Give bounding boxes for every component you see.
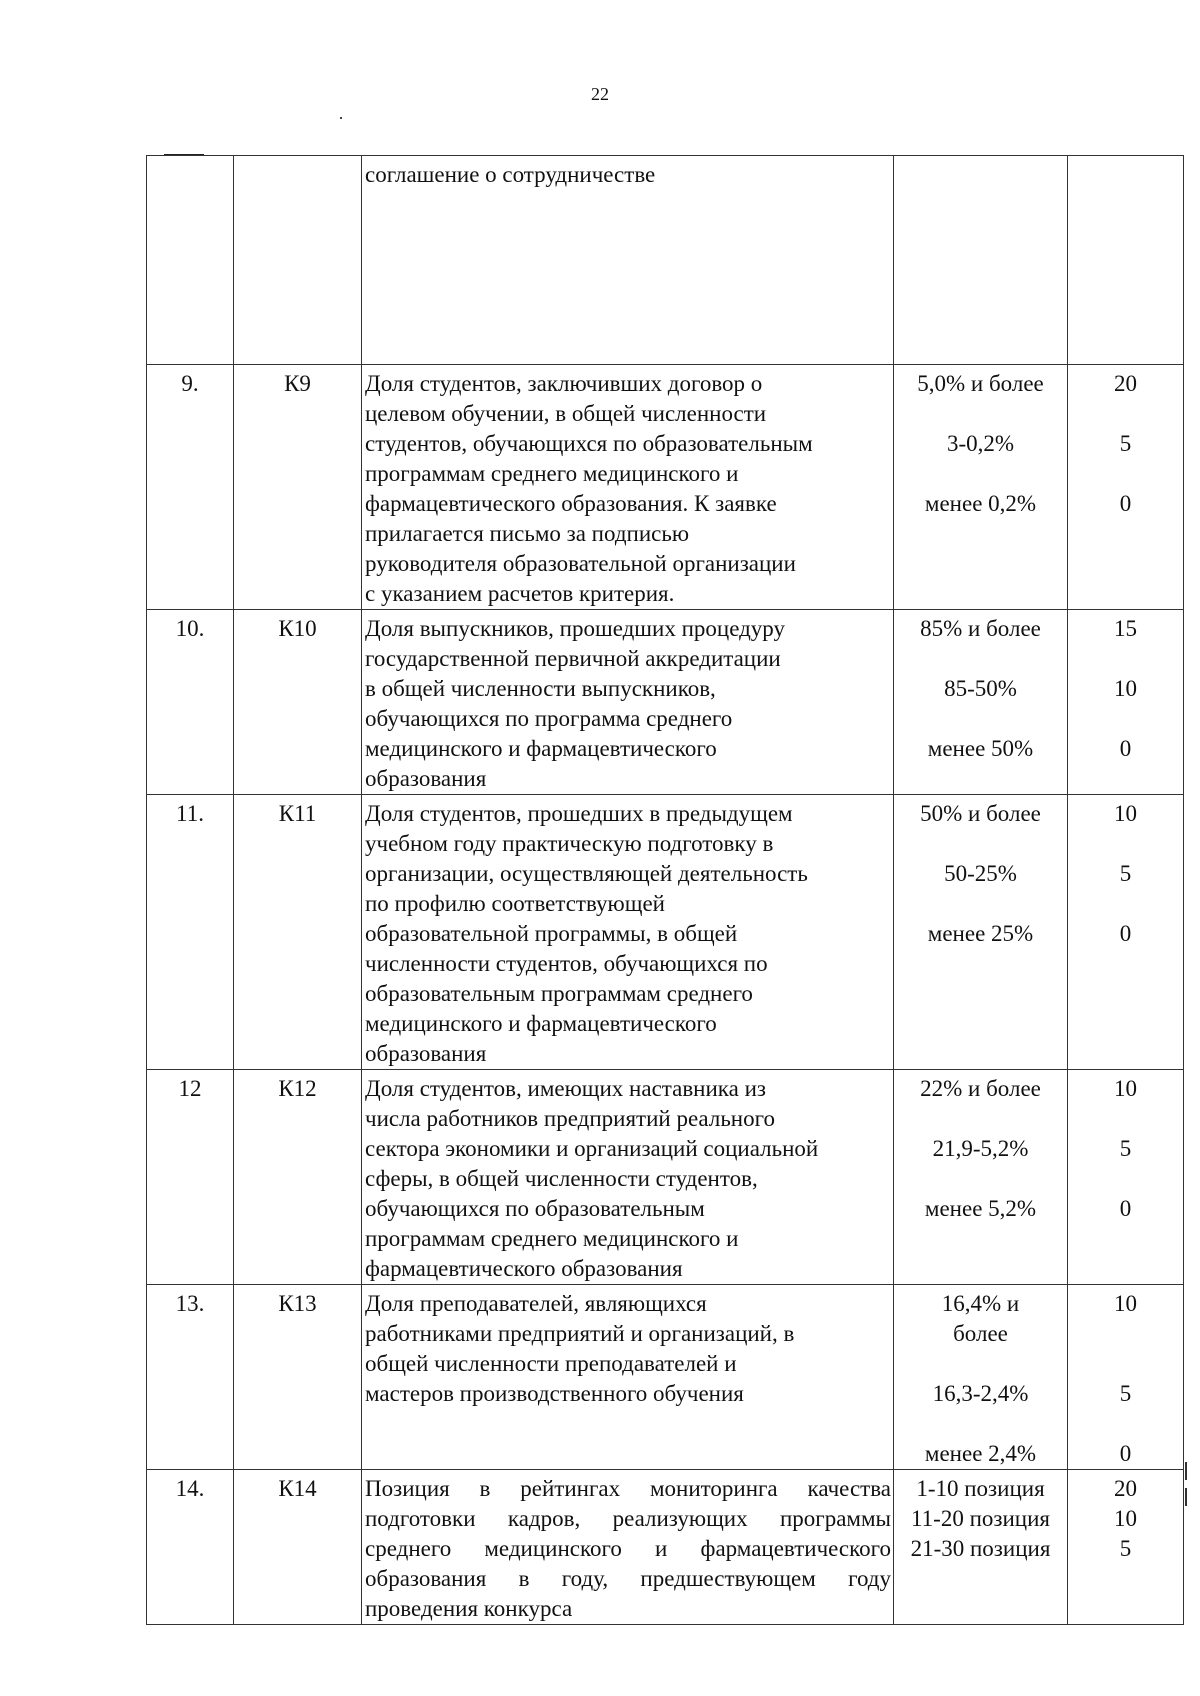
criterion-code: К13 [234, 1285, 362, 1470]
criterion-values [894, 1070, 1068, 1285]
points-line [1068, 1409, 1183, 1439]
criterion-code: К10 [234, 610, 362, 795]
value-line: менее 50% [927, 736, 1034, 761]
description-line: Доля студентов, заключивших договор о [365, 371, 763, 396]
description-line: организации, осуществляющей деятельность [365, 861, 808, 886]
points-line [1068, 459, 1183, 489]
value-line: менее 5,2% [924, 1196, 1037, 1221]
value-line: менее 2,4% [924, 1441, 1037, 1466]
criterion-code: К14 [234, 1470, 362, 1625]
criterion-values [894, 610, 1068, 795]
points-line [1068, 1319, 1183, 1349]
criterion-points [1068, 365, 1184, 610]
points-line: 5 [1119, 1381, 1132, 1406]
row-number: 12 [147, 1070, 234, 1285]
description-line: руководителя образовательной организации [365, 551, 796, 576]
page-number: 22 [591, 84, 609, 104]
description-line: сферы, в общей численности студентов, [365, 1166, 758, 1191]
points-line: 10 [1114, 801, 1137, 826]
criterion-points [1068, 156, 1184, 365]
description-line: соглашение о сотрудничестве [365, 162, 656, 187]
points-line: 0 [1119, 921, 1132, 946]
criterion-values [894, 156, 1068, 365]
description-line: прилагается письмо за подписью [365, 521, 690, 546]
scan-speck [340, 117, 342, 119]
description-line: обучающихся по образовательным [365, 1196, 705, 1221]
criterion-description [362, 365, 894, 610]
value-line [894, 1104, 1067, 1134]
criterion-code: К11 [234, 795, 362, 1070]
description-line: Доля студентов, прошедших в предыдущем [365, 801, 793, 826]
description-line: образовательным программам среднего [365, 981, 753, 1006]
criteria-table [146, 155, 1184, 1625]
description-line: образования [365, 766, 487, 791]
description-line: общей численности преподавателей и [365, 1351, 737, 1376]
criterion-values [894, 1470, 1068, 1625]
table-row [147, 1285, 1184, 1470]
row-number [147, 156, 234, 365]
criterion-description [362, 1285, 894, 1470]
value-line: 22% и более [920, 1076, 1041, 1101]
points-line: 15 [1114, 616, 1137, 641]
points-line: 0 [1119, 491, 1132, 516]
points-line: 10 [1114, 1291, 1137, 1316]
criterion-points [1068, 1285, 1184, 1470]
points-line: 10 [1114, 1506, 1137, 1531]
value-line: 1-10 позиция [916, 1476, 1045, 1501]
criteria-table-body [147, 156, 1184, 1625]
value-line [894, 889, 1067, 919]
value-line [894, 399, 1067, 429]
points-line: 0 [1119, 1441, 1132, 1466]
description-line: числа работников предприятий реального [365, 1106, 775, 1131]
criterion-description [362, 795, 894, 1070]
table-row [147, 610, 1184, 795]
value-line: 5,0% и более [917, 371, 1044, 396]
value-line: 21,9-5,2% [932, 1136, 1029, 1161]
criterion-points [1068, 1070, 1184, 1285]
value-line [894, 1349, 1067, 1379]
value-line: 16,3-2,4% [932, 1381, 1029, 1406]
value-line: менее 25% [927, 921, 1034, 946]
value-line: 50-25% [944, 861, 1017, 886]
points-line [1068, 399, 1183, 429]
value-line: 85-50% [944, 676, 1017, 701]
criterion-code: К9 [234, 365, 362, 610]
value-line: 50% и более [920, 801, 1041, 826]
description-line: проведения конкурса [365, 1596, 573, 1621]
points-line: 5 [1119, 431, 1132, 456]
value-line: более [953, 1321, 1008, 1346]
value-line [894, 1164, 1067, 1194]
description-line: Доля преподавателей, являющихся [365, 1291, 707, 1316]
table-row [147, 156, 1184, 365]
points-line: 0 [1119, 1196, 1132, 1221]
table-row [147, 1070, 1184, 1285]
scan-edge-mark [1185, 1462, 1187, 1480]
points-line [1068, 1349, 1183, 1379]
value-line [894, 459, 1067, 489]
points-line [1068, 1104, 1183, 1134]
description-line: образования [365, 1041, 487, 1066]
value-line: 21-30 позиция [910, 1536, 1051, 1561]
points-line: 5 [1119, 1136, 1132, 1161]
value-line: 3-0,2% [946, 431, 1015, 456]
criterion-values [894, 795, 1068, 1070]
value-line: 11-20 позиция [911, 1506, 1050, 1531]
points-line [1068, 704, 1183, 734]
points-line [1068, 1164, 1183, 1194]
criterion-description [362, 1470, 894, 1625]
value-line: менее 0,2% [924, 491, 1037, 516]
criterion-description [362, 156, 894, 365]
points-line: 20 [1114, 371, 1137, 396]
description-line: Доля студентов, имеющих наставника из [365, 1076, 766, 1101]
description-line: подготовки кадров, реализующих программы [365, 1506, 891, 1531]
value-line: 16,4% и [941, 1291, 1020, 1316]
table-row [147, 795, 1184, 1070]
description-line: Доля выпускников, прошедших процедуру [365, 616, 785, 641]
row-number: 13. [147, 1285, 234, 1470]
description-line: целевом обучении, в общей численности [365, 401, 767, 426]
value-line: 85% и более [920, 616, 1041, 641]
description-line: сектора экономики и организаций социальной [365, 1136, 819, 1161]
points-line: 10 [1114, 1076, 1137, 1101]
description-line: медицинского и фармацевтического [365, 736, 717, 761]
value-line [894, 829, 1067, 859]
criterion-code: К12 [234, 1070, 362, 1285]
criterion-description [362, 610, 894, 795]
row-number: 10. [147, 610, 234, 795]
description-line: образовательной программы, в общей [365, 921, 738, 946]
description-line: обучающихся по программа среднего [365, 706, 733, 731]
description-line: мастеров производственного обучения [365, 1381, 744, 1406]
points-line: 20 [1114, 1476, 1137, 1501]
value-line [894, 644, 1067, 674]
value-line [894, 704, 1067, 734]
description-line: фармацевтического образования [365, 1256, 683, 1281]
table-row [147, 365, 1184, 610]
points-line [1068, 889, 1183, 919]
description-line: программам среднего медицинского и [365, 1226, 739, 1251]
points-line [1068, 829, 1183, 859]
description-line: по профилю соответствующей [365, 891, 665, 916]
description-line: учебном году практическую подготовку в [365, 831, 774, 856]
row-number: 14. [147, 1470, 234, 1625]
value-line [894, 1409, 1067, 1439]
row-number: 11. [147, 795, 234, 1070]
description-line: в общей численности выпускников, [365, 676, 716, 701]
description-line: с указанием расчетов критерия. [365, 581, 675, 606]
points-line: 5 [1119, 1536, 1132, 1561]
description-line: государственной первичной аккредитации [365, 646, 781, 671]
description-line: студентов, обучающихся по образовательным [365, 431, 813, 456]
criterion-points [1068, 795, 1184, 1070]
scan-edge-mark [1185, 1488, 1187, 1506]
criterion-points [1068, 610, 1184, 795]
criterion-code [234, 156, 362, 365]
row-number: 9. [147, 365, 234, 610]
description-line: работниками предприятий и организаций, в [365, 1321, 795, 1346]
description-line: численности студентов, обучающихся по [365, 951, 768, 976]
criterion-values [894, 1285, 1068, 1470]
description-line: Позиция в рейтингах мониторинга качества [365, 1476, 891, 1501]
points-line: 5 [1119, 861, 1132, 886]
description-line: фармацевтического образования. К заявке [365, 491, 777, 516]
points-line [1068, 644, 1183, 674]
description-line: образования в году, предшествующем году [365, 1566, 891, 1591]
description-line: программам среднего медицинского и [365, 461, 739, 486]
description-line: медицинского и фармацевтического [365, 1011, 717, 1036]
criterion-description [362, 1070, 894, 1285]
description-line: среднего медицинского и фармацевтического [365, 1536, 891, 1561]
points-line: 0 [1119, 736, 1132, 761]
points-line: 10 [1114, 676, 1137, 701]
criterion-points [1068, 1470, 1184, 1625]
table-row [147, 1470, 1184, 1625]
criterion-values [894, 365, 1068, 610]
